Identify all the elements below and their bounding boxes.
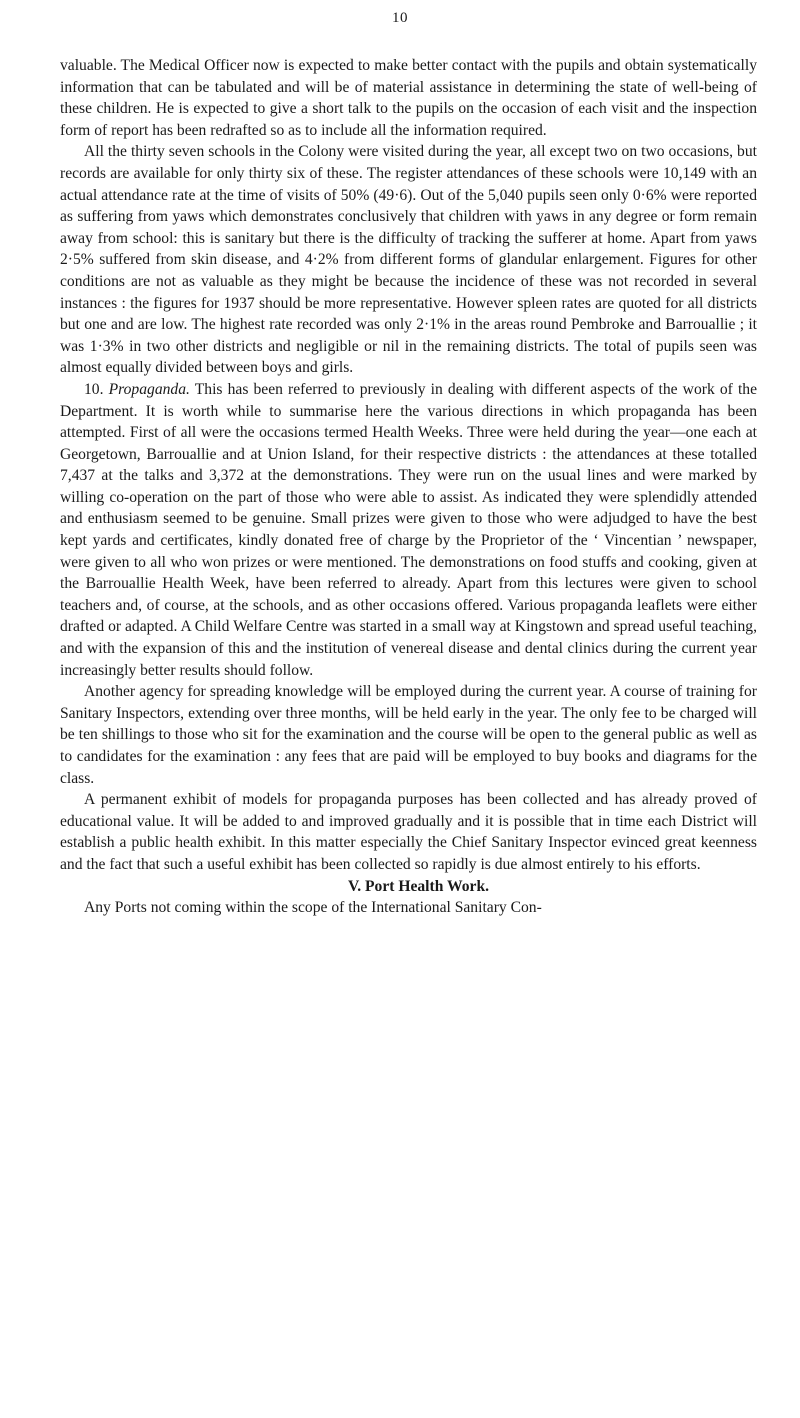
paragraph-title: Propaganda.: [108, 380, 190, 398]
paragraph-school-visits: All the thirty seven schools in the Colony were visited during the year, all except two on two occasions, but records are available for only thirty six of these. The register attendances of these schools were 10,149 with an actual attendance rate at the time of visits of 50% (49·6). Out of the 5,040 pupils seen only 0·6% were reported as suffering from yaws which demonstrates conclusively that children with yaws in any degree or form remain away from school: this is sanitary but there is the difficulty of tracking the sufferer at home. Apart from yaws 2·5% suffered from skin disease, and 4·2% from different forms of glandular enlargement. Figures for other conditions are not as valuable as they might be because the incidence of these was not recorded in several instances : the figures for 1937 should be more representative. However spleen rates are quoted for all districts but one and are low. The highest rate recorded was only 2·1% in the areas round Pembroke and Barrouallie ; it was 1·3% in two other districts and negligible or nil in the remaining districts. The total of pupils seen was almost equally divided between boys and girls.: [60, 143, 757, 377]
paragraph-training-course: Another agency for spreading knowledge will be employed during the current year. A course of training for Sanitary Inspectors, extending over three months, will be held early in the year. The only fee to be charged will be ten shillings to those who sit for the examination and the course will be open to the general public as well as to candidates for the examination : any fees that are paid will be employed to buy books and diagrams for the class.: [60, 683, 757, 787]
page-number: 10: [392, 10, 408, 26]
paragraph-continuation: valuable. The Medical Officer now is expected to make better contact with the pupils and obtain systematically information that can be tabulated and will be of material assistance in determining the state of well-being of these children. He is expected to give a short talk to the pupils on the occasion of each visit and the inspection form of report has been redrafted so as to include all the information required.: [60, 57, 757, 139]
paragraph-number: 10.: [84, 380, 104, 398]
section-heading: V. Port Health Work.: [347, 877, 490, 895]
paragraph-body: This has been referred to previously in dealing with different aspects of the work of the Department. It is worth while to summarise here the various directions in which propaganda has been attempted. First of all were the occasions termed Health Weeks. Three were held during the year—one each at Georgetown, Barrouallie and at Union Island, for their respective districts : the attendances at these totalled 7,437 at the talks and 3,372 at the demonstrations. They were run on the usual lines and were marked by willing co-operation on the part of those who were able to assist. As indicated they were splendidly attended and enthusiasm seemed to be genuine. Small prizes were given to those who were adjudged to have the best kept yards and certificates, kindly donated free of charge by the Proprietor of the ‘ Vincentian ’ newspaper, were given to all who won prizes or were mentioned. The demonstrations on food stuffs and cooking, given at the Barrouallie Health Week, have been referred to already. Apart from this lectures were given to school teachers and, of course, at the schools, and as other occasions offered. Various propaganda leaflets were either drafted or adapted. A Child Welfare Centre was started in a small way at Kingstown and spread useful teaching, and with the expansion of this and the institution of venereal disease and dental clinics during the current year increasingly better results should follow.: [60, 380, 758, 679]
body-text: [60, 55, 757, 919]
paragraph-propaganda: [60, 379, 757, 681]
paragraph-exhibit: A permanent exhibit of models for propaganda purposes has been collected and has already proved of educational value. It will be added to and improved gradually and it is possible that in time each District will establish a public health exhibit. In this matter especially the Chief Sanitary Inspector evinced great keenness and the fact that such a useful exhibit has been collected so rapidly is due almost entirely to his efforts.: [60, 791, 757, 873]
paragraph-port-health: Any Ports not coming within the scope of the International Sanitary Con-: [84, 899, 542, 917]
